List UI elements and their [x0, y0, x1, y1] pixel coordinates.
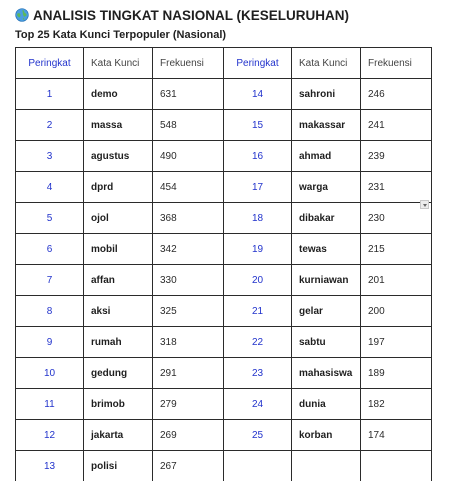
frequency-cell: 241 — [361, 110, 432, 141]
keyword-table — [15, 47, 432, 481]
keyword-cell: makassar — [292, 110, 361, 141]
frequency-cell: 189 — [361, 358, 432, 389]
frequency-cell: 200 — [361, 296, 432, 327]
keyword-cell: ahmad — [292, 141, 361, 172]
table-row — [16, 234, 432, 265]
frequency-cell: 269 — [153, 420, 224, 451]
table-row — [16, 79, 432, 110]
keyword-cell: warga — [292, 172, 361, 203]
frequency-cell: 231 — [361, 172, 432, 203]
frequency-cell: 330 — [153, 265, 224, 296]
frequency-cell: 201 — [361, 265, 432, 296]
frequency-cell: 342 — [153, 234, 224, 265]
rank-cell: 24 — [224, 389, 292, 420]
keyword-cell: brimob — [84, 389, 153, 420]
keyword-cell: gelar — [292, 296, 361, 327]
rank-cell: 21 — [224, 296, 292, 327]
frequency-cell: 215 — [361, 234, 432, 265]
rank-cell: 13 — [16, 451, 84, 481]
frequency-cell: 246 — [361, 79, 432, 110]
keyword-cell — [292, 451, 361, 481]
keyword-cell: ojol — [84, 203, 153, 234]
rank-cell: 22 — [224, 327, 292, 358]
keyword-cell: korban — [292, 420, 361, 451]
table-row — [16, 358, 432, 389]
keyword-cell: mobil — [84, 234, 153, 265]
frequency-cell: 197 — [361, 327, 432, 358]
table-row — [16, 420, 432, 451]
table-row — [16, 296, 432, 327]
table-row — [16, 265, 432, 296]
header-peringkat-right[interactable]: Peringkat — [224, 48, 292, 79]
rank-cell: 3 — [16, 141, 84, 172]
frequency-cell: 267 — [153, 451, 224, 481]
frequency-cell: 230 — [361, 203, 432, 234]
rank-cell: 8 — [16, 296, 84, 327]
frequency-cell: 631 — [153, 79, 224, 110]
keyword-cell: affan — [84, 265, 153, 296]
rank-cell: 19 — [224, 234, 292, 265]
keyword-cell: gedung — [84, 358, 153, 389]
table-row — [16, 141, 432, 172]
keyword-cell: kurniawan — [292, 265, 361, 296]
frequency-cell: 368 — [153, 203, 224, 234]
rank-cell: 20 — [224, 265, 292, 296]
keyword-cell: sabtu — [292, 327, 361, 358]
frequency-cell: 454 — [153, 172, 224, 203]
keyword-cell: agustus — [84, 141, 153, 172]
keyword-cell: rumah — [84, 327, 153, 358]
frequency-cell: 291 — [153, 358, 224, 389]
frequency-cell: 325 — [153, 296, 224, 327]
header-kata-kunci-left[interactable]: Kata Kunci — [84, 48, 153, 79]
rank-cell: 18 — [224, 203, 292, 234]
rank-cell: 10 — [16, 358, 84, 389]
header-frekuensi-left[interactable]: Frekuensi — [153, 48, 224, 79]
table-row — [16, 451, 432, 481]
rank-cell: 7 — [16, 265, 84, 296]
frequency-cell: 548 — [153, 110, 224, 141]
keyword-cell: jakarta — [84, 420, 153, 451]
rank-cell: 5 — [16, 203, 84, 234]
table-row — [16, 110, 432, 141]
rank-cell — [224, 451, 292, 481]
keyword-cell: demo — [84, 79, 153, 110]
keyword-cell: tewas — [292, 234, 361, 265]
frequency-cell — [361, 451, 432, 481]
keyword-cell: dunia — [292, 389, 361, 420]
rank-cell: 1 — [16, 79, 84, 110]
chevron-down-icon[interactable] — [420, 200, 429, 209]
rank-cell: 15 — [224, 110, 292, 141]
keyword-cell: aksi — [84, 296, 153, 327]
frequency-cell: 490 — [153, 141, 224, 172]
rank-cell: 17 — [224, 172, 292, 203]
keyword-cell: polisi — [84, 451, 153, 481]
globe-icon — [15, 8, 29, 22]
table-row — [16, 327, 432, 358]
rank-cell: 25 — [224, 420, 292, 451]
table-row — [16, 172, 432, 203]
table-row — [16, 203, 432, 234]
rank-cell: 2 — [16, 110, 84, 141]
rank-cell: 14 — [224, 79, 292, 110]
keyword-cell: sahroni — [292, 79, 361, 110]
frequency-cell: 318 — [153, 327, 224, 358]
rank-cell: 23 — [224, 358, 292, 389]
frequency-cell: 279 — [153, 389, 224, 420]
table-header-row — [16, 48, 432, 79]
table-subtitle: Top 25 Kata Kunci Terpopuler (Nasional) — [15, 29, 227, 41]
keyword-cell: massa — [84, 110, 153, 141]
table-row — [16, 389, 432, 420]
rank-cell: 12 — [16, 420, 84, 451]
heading-text: ANALISIS TINGKAT NASIONAL (KESELURUHAN) — [33, 7, 349, 23]
rank-cell: 4 — [16, 172, 84, 203]
rank-cell: 9 — [16, 327, 84, 358]
rank-cell: 6 — [16, 234, 84, 265]
header-kata-kunci-right[interactable]: Kata Kunci — [292, 48, 361, 79]
keyword-cell: dprd — [84, 172, 153, 203]
keyword-cell: dibakar — [292, 203, 361, 234]
rank-cell: 11 — [16, 389, 84, 420]
frequency-cell: 239 — [361, 141, 432, 172]
frequency-cell: 174 — [361, 420, 432, 451]
frequency-cell: 182 — [361, 389, 432, 420]
rank-cell: 16 — [224, 141, 292, 172]
section-heading — [15, 4, 349, 26]
keyword-cell: mahasiswa — [292, 358, 361, 389]
header-peringkat-left[interactable]: Peringkat — [16, 48, 84, 79]
header-frekuensi-right[interactable]: Frekuensi — [361, 48, 432, 79]
